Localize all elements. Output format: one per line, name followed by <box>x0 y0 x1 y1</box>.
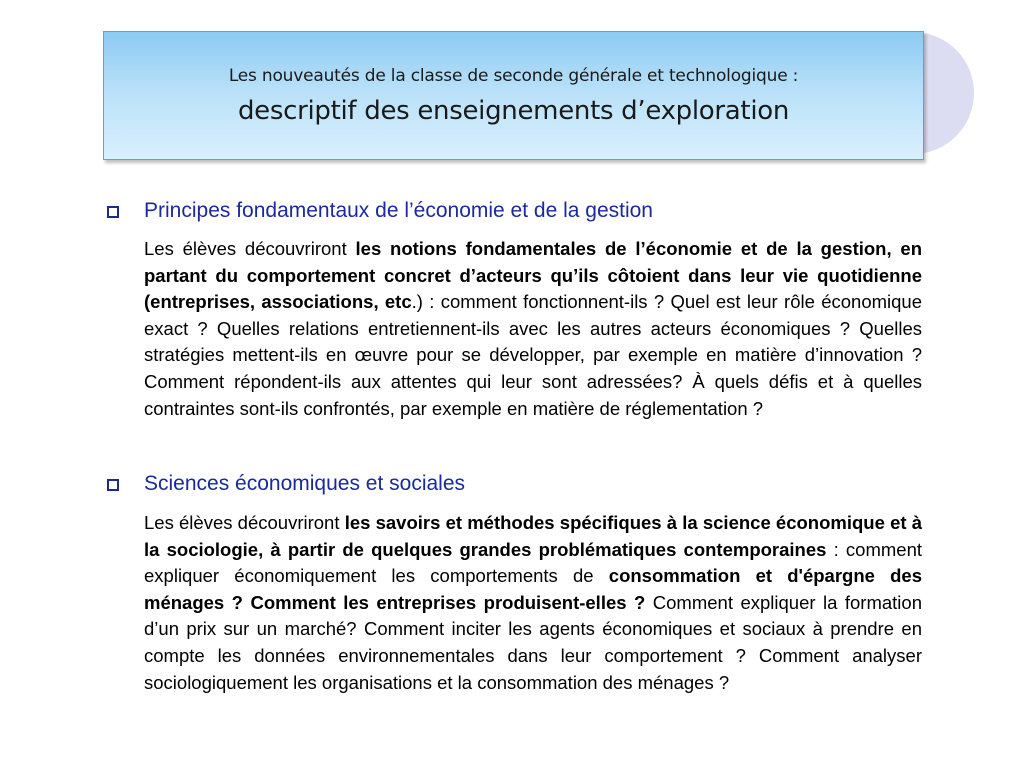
checkbox-bullet-icon <box>107 206 119 218</box>
paragraph-run: Les élèves découvriront <box>144 238 356 259</box>
section-heading: Principes fondamentaux de l’économie et de la gestion <box>144 199 653 222</box>
paragraph-run: : comment expliquer économiquement les comportements de <box>144 538 923 587</box>
paragraph-run: .) : comment fonctionnent-ils ? Quel est leur rôle économique exact ? Quelles relations entretiennent-ils avec les autres acteurs économiques ? Quelles stratégies mettent-ils en œuvre pour se développer, par exemple en matière d’innovation ? Comment répondent-ils aux attentes qui leur sont adressées? À quels défis et à quelles contraintes sont-ils confrontés, par exemple en matière de réglementation ? <box>144 291 922 419</box>
paragraph-run: Les élèves découvriront <box>144 512 345 533</box>
slide-subtitle: descriptif des enseignements d’exploration <box>237 96 790 126</box>
checkbox-bullet-icon <box>107 479 119 491</box>
section-paragraph <box>144 236 922 422</box>
section-paragraph <box>144 510 922 696</box>
paragraph-run: Comment expliquer la formation d’un prix sur un marché? Comment inciter les agents économiques et sociaux à prendre en compte les données environnementales dans leur comportement ? Comment analyser sociologiquement les organisations et la consommation des ménages ? <box>144 591 922 693</box>
paragraph-bold-run: consommation et d'épargne des ménages ? Comment les entreprises produisent-elles ? <box>144 565 923 613</box>
slide-title-box <box>103 31 924 160</box>
paragraph-bold-run: les notions fondamentales de l’économie et de la gestion, en partant du comportement concret d’acteurs qu’ils côtoient dans leur vie quotidienne (entreprises, associations, etc <box>144 238 922 313</box>
paragraph-bold-run: les savoirs et méthodes spécifiques à la science économique et à la sociologie, à partir de quelques grandes problématiques contemporaines <box>144 512 923 560</box>
section-heading: Sciences économiques et sociales <box>144 472 466 495</box>
slide-title: Les nouveautés de la classe de seconde générale et technologique : <box>228 66 799 86</box>
